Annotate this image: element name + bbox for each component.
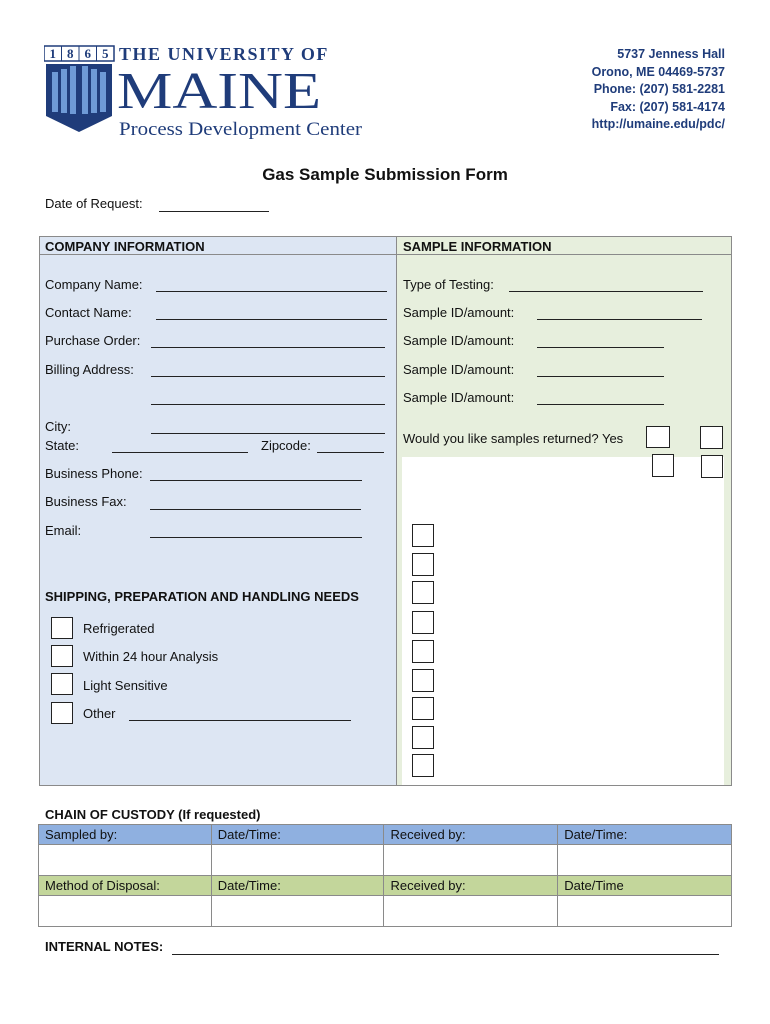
purchase-order-field[interactable] (151, 347, 385, 348)
internal-notes-field[interactable] (172, 954, 719, 955)
sample-checkbox[interactable] (412, 640, 434, 663)
shipping-heading: SHIPPING, PREPARATION AND HANDLING NEEDS (45, 589, 359, 604)
date-time-cell[interactable] (211, 896, 384, 927)
received-by-header: Received by: (384, 876, 558, 896)
business-phone-label: Business Phone: (45, 466, 143, 481)
sample-checkbox[interactable] (412, 697, 434, 720)
business-phone-field[interactable] (150, 480, 362, 481)
sample-id-field-2[interactable] (537, 347, 664, 348)
table-row (39, 845, 732, 876)
university-logo (44, 42, 374, 142)
other-field[interactable] (129, 720, 351, 721)
sampled-by-cell[interactable] (39, 845, 212, 876)
logo-year-digit: 5 (102, 46, 109, 61)
billing-address-field[interactable] (151, 376, 385, 377)
address-line: Orono, ME 04469-5737 (591, 64, 725, 79)
zipcode-label: Zipcode: (261, 438, 311, 453)
address-line: 5737 Jenness Hall (617, 47, 725, 61)
panel-header-divider (39, 254, 732, 255)
light-sensitive-label: Light Sensitive (83, 678, 168, 693)
sample-id-label: Sample ID/amount: (403, 390, 515, 405)
other-checkbox[interactable] (51, 702, 73, 724)
date-of-request-field[interactable] (159, 211, 269, 212)
sample-checkbox[interactable] (412, 669, 434, 692)
state-label: State: (45, 438, 79, 453)
logo-university-text: THE UNIVERSITY OF (119, 44, 329, 64)
maine-seal-logo (44, 42, 374, 142)
logo-maine-text: MAINE (117, 63, 321, 120)
method-of-disposal-cell[interactable] (39, 896, 212, 927)
type-of-testing-field[interactable] (509, 291, 703, 292)
received-by-cell[interactable] (384, 896, 558, 927)
other-label: Other (83, 706, 116, 721)
sample-blank-area (402, 457, 724, 785)
phone-line: Phone: (207) 581-2281 (593, 82, 725, 96)
internal-notes-label: INTERNAL NOTES: (45, 939, 164, 954)
within-24-hour-checkbox[interactable] (51, 645, 73, 667)
light-sensitive-checkbox[interactable] (51, 673, 73, 695)
returned-no-checkbox[interactable] (700, 426, 723, 449)
date-time-header: Date/Time: (211, 825, 384, 845)
purchase-order-label: Purchase Order: (45, 333, 141, 348)
contact-name-label: Contact Name: (45, 305, 132, 320)
returned-yes-checkbox[interactable] (646, 426, 670, 448)
logo-year-digit: 6 (84, 46, 91, 61)
date-of-request-row (45, 196, 143, 211)
sample-checkbox[interactable] (412, 754, 434, 777)
samples-returned-label: Would you like samples returned? Yes (403, 431, 624, 446)
date-time-header: Date/Time (558, 876, 732, 896)
sample-id-field-3[interactable] (537, 376, 664, 377)
date-time-cell[interactable] (211, 845, 384, 876)
business-fax-field[interactable] (150, 509, 361, 510)
table-header-row (39, 825, 732, 845)
address-block (592, 46, 725, 134)
refrigerated-checkbox[interactable] (51, 617, 73, 639)
sample-id-label: Sample ID/amount: (403, 333, 515, 348)
method-of-disposal-header: Method of Disposal: (39, 876, 212, 896)
refrigerated-label: Refrigerated (83, 621, 155, 636)
date-time-cell[interactable] (558, 845, 732, 876)
company-name-field[interactable] (156, 291, 387, 292)
city-field[interactable] (151, 433, 385, 434)
sample-heading: SAMPLE INFORMATION (403, 239, 552, 254)
website-link[interactable]: http://umaine.edu/pdc/ (591, 117, 725, 131)
sample-checkbox[interactable] (412, 726, 434, 749)
sample-checkbox[interactable] (412, 581, 434, 604)
date-of-request-label: Date of Request (45, 196, 139, 211)
type-of-testing-label: Type of Testing: (403, 277, 494, 292)
date-time-cell[interactable] (558, 896, 732, 927)
sample-checkbox[interactable] (652, 454, 674, 477)
date-time-header: Date/Time: (211, 876, 384, 896)
table-header-row (39, 876, 732, 896)
sample-checkbox[interactable] (412, 524, 434, 547)
zipcode-field[interactable] (317, 452, 384, 453)
date-time-header: Date/Time: (558, 825, 732, 845)
city-label: City: (45, 419, 71, 434)
chain-of-custody-title: CHAIN OF CUSTODY (If requested) (45, 807, 261, 822)
fax-line: Fax: (207) 581-4174 (610, 99, 725, 114)
sample-id-field-4[interactable] (537, 404, 664, 405)
sample-id-field-1[interactable] (537, 319, 702, 320)
sample-id-label: Sample ID/amount: (403, 362, 515, 377)
sample-checkbox[interactable] (412, 611, 434, 634)
state-field[interactable] (112, 452, 248, 453)
colon: : (138, 196, 143, 211)
business-fax-label: Business Fax: (45, 494, 127, 509)
email-label: Email: (45, 523, 82, 538)
billing-address-field-2[interactable] (151, 404, 385, 405)
logo-year-digit: 8 (67, 46, 74, 61)
table-row (39, 896, 732, 927)
company-name-label: Company Name: (45, 277, 143, 292)
contact-name-field[interactable] (156, 319, 387, 320)
chain-of-custody-table (38, 824, 732, 927)
within-24-hour-label: Within 24 hour Analysis (83, 649, 219, 664)
sample-checkbox[interactable] (701, 455, 723, 478)
company-heading: COMPANY INFORMATION (45, 239, 205, 254)
billing-address-label: Billing Address: (45, 362, 134, 377)
form-title: Gas Sample Submission Form (262, 165, 508, 184)
received-by-cell[interactable] (384, 845, 558, 876)
received-by-header: Received by: (384, 825, 558, 845)
sample-id-label: Sample ID/amount: (403, 305, 515, 320)
logo-year-digit: 1 (49, 46, 56, 61)
sampled-by-header: Sampled by: (39, 825, 212, 845)
email-field[interactable] (150, 537, 362, 538)
sample-checkbox[interactable] (412, 553, 434, 576)
logo-center-text: Process Development Center (119, 119, 363, 140)
